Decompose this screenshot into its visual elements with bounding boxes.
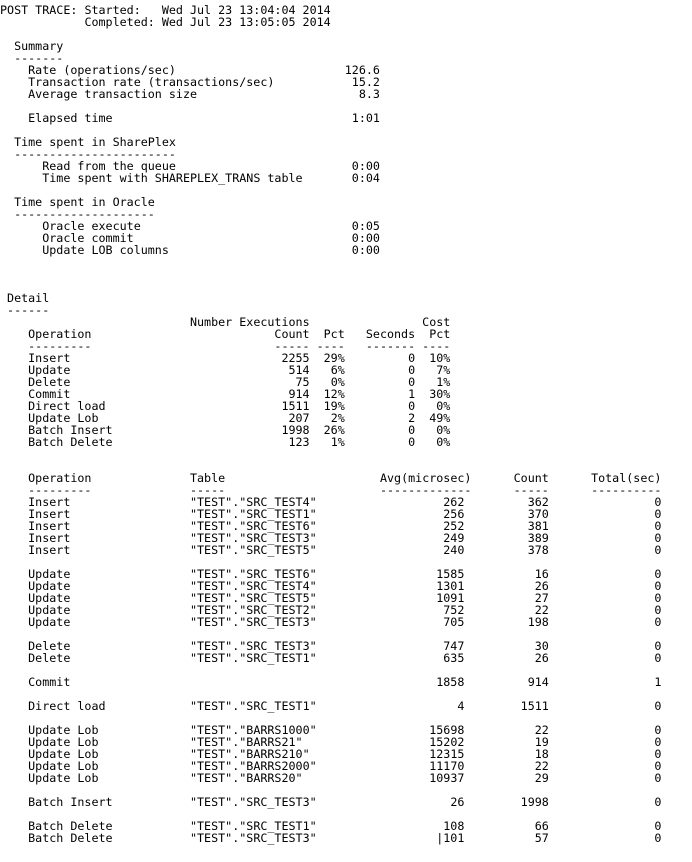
tbl-row-avg: 1301 — [436, 579, 465, 593]
tbl-row-total: 0 — [654, 831, 662, 845]
tbl-row-count: 1998 — [520, 795, 549, 809]
shareplex-heading: Time spent in SharePlex — [14, 135, 176, 149]
tbl-row-avg: 1858 — [436, 675, 465, 689]
ops-row-cost-pct: 0% — [436, 399, 451, 413]
tbl-row-table: "TEST"."BARRS2000" — [189, 759, 317, 773]
detail-underline-line — [0, 304, 692, 316]
tbl-row-avg: 249 — [443, 531, 465, 545]
tbl-row-operation: Update — [28, 579, 71, 593]
blank-line — [0, 268, 692, 280]
ops-row-operation: Direct load — [28, 399, 106, 413]
ops-row-pct: 1% — [330, 435, 345, 449]
tbl-row-total: 0 — [654, 723, 662, 737]
tbl-row-total: 0 — [654, 747, 662, 761]
ops-row-cost-pct: 30% — [429, 387, 451, 401]
tbl-row-total: 0 — [654, 819, 662, 833]
tables-table-row — [0, 568, 692, 580]
completed-timestamp: Wed Jul 23 13:05:05 2014 — [161, 15, 331, 29]
tbl-row-operation: Update — [28, 591, 71, 605]
tbl-row-operation: Insert — [28, 519, 71, 533]
ops-row-cost-pct: 1% — [436, 375, 451, 389]
oracle-heading: Time spent in Oracle — [14, 195, 155, 209]
tbl-row-operation: Insert — [28, 495, 71, 509]
tbl-row-table: "TEST"."SRC_TEST3" — [189, 795, 317, 809]
tbl-dash-avg: ------------- — [379, 483, 472, 497]
ops-row-cost-pct: 0% — [436, 423, 451, 437]
tbl-row-table: "TEST"."SRC_TEST3" — [189, 831, 317, 845]
ops-col-pct: Pct — [323, 327, 345, 341]
tbl-row-table: "TEST"."SRC_TEST1" — [189, 651, 317, 665]
elapsed-label: Elapsed time — [28, 111, 113, 125]
tbl-row-table: "TEST"."SRC_TEST5" — [189, 591, 317, 605]
ops-dash-count: ----- — [274, 339, 310, 353]
tbl-row-table: "TEST"."SRC_TEST4" — [189, 579, 317, 593]
shareplex-row-label: Read from the queue — [42, 159, 176, 173]
ops-row-operation: Update — [28, 363, 71, 377]
shareplex-row — [0, 172, 692, 184]
started-timestamp: Wed Jul 23 13:04:04 2014 — [161, 3, 331, 17]
tbl-row-total: 0 — [654, 579, 662, 593]
ops-col-count: Count — [274, 327, 310, 341]
blank-line — [0, 628, 692, 640]
tbl-row-table: "TEST"."SRC_TEST4" — [189, 495, 317, 509]
tbl-row-table: "TEST"."SRC_TEST1" — [189, 699, 317, 713]
tbl-row-operation: Commit — [28, 675, 71, 689]
tables-table-row — [0, 640, 692, 652]
shareplex-row-label: Time spent with SHAREPLEX_TRANS table — [42, 171, 303, 185]
tbl-row-avg: 1091 — [436, 591, 465, 605]
tables-table-row — [0, 532, 692, 544]
metric-value: 8.3 — [358, 87, 380, 101]
tbl-row-avg: 262 — [443, 495, 465, 509]
ops-row-count: 75 — [295, 375, 310, 389]
ops-row-cost-pct: 0% — [436, 435, 451, 449]
tbl-row-total: 0 — [654, 591, 662, 605]
tbl-row-count: 29 — [534, 771, 549, 785]
tbl-row-total: 1 — [654, 675, 662, 689]
tbl-row-operation: Direct load — [28, 699, 106, 713]
detail-heading: Detail — [7, 291, 50, 305]
tables-table-row — [0, 760, 692, 772]
ops-dash-cost-pct: ---- — [422, 339, 451, 353]
ops-col-operation: Operation — [28, 327, 92, 341]
tbl-row-count: 30 — [534, 639, 549, 653]
tables-table-row — [0, 592, 692, 604]
tbl-row-operation: Update — [28, 567, 71, 581]
tbl-dash-total: ---------- — [591, 483, 662, 497]
ops-table-row — [0, 400, 692, 412]
tbl-row-total: 0 — [654, 759, 662, 773]
ops-row-count: 207 — [288, 411, 310, 425]
ops-row-count: 123 — [288, 435, 310, 449]
summary-heading-line — [0, 40, 692, 52]
tbl-row-table: "TEST"."BARRS20" — [189, 771, 303, 785]
tables-table-row — [0, 700, 692, 712]
tbl-row-count: 27 — [534, 591, 549, 605]
tables-table-row — [0, 544, 692, 556]
ops-row-operation: Batch Delete — [28, 435, 113, 449]
ops-row-operation: Commit — [28, 387, 71, 401]
tbl-row-operation: Delete — [28, 639, 71, 653]
tbl-col-avg: Avg(microsec) — [379, 471, 472, 485]
tables-table-row — [0, 508, 692, 520]
ops-row-pct: 26% — [323, 423, 345, 437]
tbl-dash-table: ----- — [189, 483, 226, 497]
tbl-row-operation: Delete — [28, 651, 71, 665]
tbl-dash-operation: --------- — [28, 483, 92, 497]
tbl-row-count: 19 — [534, 735, 549, 749]
tbl-row-avg: 4 — [457, 699, 465, 713]
tbl-row-count: 57 — [534, 831, 549, 845]
oracle-row-value: 0:00 — [351, 231, 380, 245]
tbl-row-count: 381 — [527, 519, 549, 533]
blank-line — [0, 448, 692, 460]
tables-table-row — [0, 496, 692, 508]
blank-line — [0, 712, 692, 724]
tbl-row-avg: 10937 — [429, 771, 465, 785]
ops-row-seconds: 0 — [408, 435, 416, 449]
tbl-row-total: 0 — [654, 771, 662, 785]
tbl-row-total: 0 — [654, 603, 662, 617]
tbl-row-total: 0 — [654, 567, 662, 581]
tables-table-row — [0, 772, 692, 784]
tbl-col-operation: Operation — [28, 471, 92, 485]
oracle-row-value: 0:00 — [351, 243, 380, 257]
ops-table-row — [0, 436, 692, 448]
ops-row-seconds: 0 — [408, 399, 416, 413]
tbl-row-table: "TEST"."SRC_TEST3" — [189, 531, 317, 545]
ops-row-pct: 12% — [323, 387, 345, 401]
tables-table-row — [0, 616, 692, 628]
tbl-col-count: Count — [513, 471, 549, 485]
tbl-row-table: "TEST"."BARRS1000" — [189, 723, 317, 737]
elapsed-value: 1:01 — [351, 111, 380, 125]
tbl-row-count: 16 — [534, 567, 549, 581]
tbl-row-count: 22 — [534, 723, 549, 737]
ops-col-seconds: Seconds — [365, 327, 416, 341]
tbl-row-total: 0 — [654, 507, 662, 521]
oracle-row-label: Update LOB columns — [42, 243, 169, 257]
tables-table-row — [0, 724, 692, 736]
tables-table-rows — [0, 496, 692, 844]
tbl-row-count: 378 — [527, 543, 549, 557]
ops-row-count: 1998 — [281, 423, 310, 437]
tbl-row-total: 0 — [654, 543, 662, 557]
tbl-row-total: 0 — [654, 519, 662, 533]
tbl-row-table: "TEST"."SRC_TEST1" — [189, 819, 317, 833]
tbl-row-operation: Batch Delete — [28, 819, 113, 833]
ops-row-seconds: 1 — [408, 387, 416, 401]
ops-row-cost-pct: 49% — [429, 411, 451, 425]
tables-table-row — [0, 652, 692, 664]
oracle-row-label: Oracle execute — [42, 219, 141, 233]
shareplex-row-value: 0:04 — [351, 171, 380, 185]
ops-row-count: 1511 — [281, 399, 310, 413]
trace-title: POST TRACE: — [0, 3, 78, 17]
tbl-row-avg: 12315 — [429, 747, 465, 761]
tbl-row-avg: 1585 — [436, 567, 465, 581]
ops-row-pct: 19% — [323, 399, 345, 413]
tbl-row-count: 389 — [527, 531, 549, 545]
tbl-row-count: 370 — [527, 507, 549, 521]
tbl-row-operation: Update Lob — [28, 759, 99, 773]
tbl-row-table: "TEST"."SRC_TEST5" — [189, 543, 317, 557]
tbl-row-table: "TEST"."BARRS21" — [189, 735, 303, 749]
oracle-row-value: 0:05 — [351, 219, 380, 233]
tables-table-row — [0, 676, 692, 688]
tbl-col-table: Table — [189, 471, 226, 485]
blank-line — [0, 460, 692, 472]
metric-value: 15.2 — [351, 75, 380, 89]
tbl-row-count: 914 — [527, 675, 549, 689]
tbl-row-operation: Insert — [28, 531, 71, 545]
detail-heading-line — [0, 292, 692, 304]
tbl-row-total: 0 — [654, 639, 662, 653]
tables-table-row — [0, 520, 692, 532]
ops-row-cost-pct: 10% — [429, 351, 451, 365]
tbl-col-total: Total(sec) — [591, 471, 662, 485]
ops-row-count: 514 — [288, 363, 310, 377]
tbl-row-operation: Batch Insert — [28, 795, 113, 809]
tbl-row-total: 0 — [654, 615, 662, 629]
tbl-row-table: "TEST"."SRC_TEST1" — [189, 507, 317, 521]
tbl-row-operation: Insert — [28, 543, 71, 557]
ops-row-count: 914 — [288, 387, 310, 401]
ops-dash-operation: --------- — [28, 339, 92, 353]
tables-table-row — [0, 604, 692, 616]
completed-label: Completed: — [84, 15, 155, 29]
metric-value: 126.6 — [344, 63, 380, 77]
ops-header-cost: Cost — [422, 315, 451, 329]
ops-table-group-header — [0, 316, 692, 328]
oracle-underline: -------------------- — [14, 207, 155, 221]
tbl-row-table: "TEST"."SRC_TEST2" — [189, 603, 317, 617]
tbl-row-table: "TEST"."SRC_TEST3" — [189, 639, 317, 653]
tbl-row-table: "TEST"."BARRS210" — [189, 747, 310, 761]
tbl-row-total: 0 — [654, 699, 662, 713]
tbl-row-operation: Update Lob — [28, 723, 99, 737]
elapsed-time-row — [0, 112, 692, 124]
tables-table-row — [0, 832, 692, 844]
tbl-row-table: "TEST"."SRC_TEST3" — [189, 615, 317, 629]
ops-row-operation: Insert — [28, 351, 71, 365]
tbl-row-total: 0 — [654, 651, 662, 665]
trace-header-completed-line — [0, 16, 692, 28]
ops-row-operation: Update Lob — [28, 411, 99, 425]
ops-header-executions: Number Executions — [189, 315, 310, 329]
tbl-row-avg: 705 — [443, 615, 465, 629]
tbl-row-operation: Insert — [28, 507, 71, 521]
ops-row-count: 2255 — [281, 351, 310, 365]
metric-label: Rate (operations/sec) — [28, 63, 176, 77]
tbl-row-count: 198 — [527, 615, 549, 629]
tbl-row-avg: 752 — [443, 603, 465, 617]
ops-row-pct: 6% — [330, 363, 345, 377]
tbl-dash-count: ----- — [513, 483, 549, 497]
tbl-row-count: 66 — [534, 819, 549, 833]
ops-row-seconds: 2 — [408, 411, 416, 425]
tbl-row-total: 0 — [654, 495, 662, 509]
tbl-row-count: 26 — [534, 651, 549, 665]
blank-line — [0, 664, 692, 676]
summary-underline: ------- — [14, 51, 64, 65]
ops-row-operation: Delete — [28, 375, 71, 389]
oracle-row-label: Oracle commit — [42, 231, 134, 245]
tbl-row-avg: 256 — [443, 507, 465, 521]
summary-heading: Summary — [14, 39, 64, 53]
tbl-row-operation: Update Lob — [28, 771, 99, 785]
summary-metric-row — [0, 88, 692, 100]
ops-row-operation: Batch Insert — [28, 423, 113, 437]
ops-row-pct: 29% — [323, 351, 345, 365]
tbl-row-total: 0 — [654, 795, 662, 809]
metric-label: Average transaction size — [28, 87, 198, 101]
tbl-row-table: "TEST"."SRC_TEST6" — [189, 567, 317, 581]
tables-table-row — [0, 736, 692, 748]
ops-row-seconds: 0 — [408, 363, 416, 377]
metric-label: Transaction rate (transactions/sec) — [28, 75, 275, 89]
ops-col-cost-pct: Pct — [429, 327, 451, 341]
tbl-row-avg: 252 — [443, 519, 465, 533]
tbl-row-avg: 101 — [443, 831, 465, 845]
ops-row-seconds: 0 — [408, 375, 416, 389]
ops-table-row — [0, 352, 692, 364]
started-label: Started: — [84, 3, 141, 17]
tbl-row-total: 0 — [654, 735, 662, 749]
detail-underline: ------ — [7, 303, 50, 317]
ops-table-row — [0, 376, 692, 388]
ops-row-pct: 2% — [330, 411, 345, 425]
tbl-row-count: 1511 — [520, 699, 549, 713]
tables-table-row — [0, 580, 692, 592]
shareplex-row-value: 0:00 — [351, 159, 380, 173]
tbl-row-avg: 15202 — [429, 735, 465, 749]
ops-row-seconds: 0 — [408, 351, 416, 365]
shareplex-underline: ----------------------- — [14, 147, 176, 161]
tbl-row-avg: 747 — [443, 639, 465, 653]
blank-line — [0, 556, 692, 568]
ops-table-dashes — [0, 340, 692, 352]
tbl-row-avg: 108 — [443, 819, 465, 833]
tables-table-dashes — [0, 484, 692, 496]
tbl-row-avg: 26 — [450, 795, 465, 809]
tbl-row-avg: 635 — [443, 651, 465, 665]
blank-line — [0, 280, 692, 292]
ops-row-seconds: 0 — [408, 423, 416, 437]
tbl-row-count: 362 — [527, 495, 549, 509]
ops-table-column-header — [0, 328, 692, 340]
ops-dash-pct: ---- — [316, 339, 345, 353]
tbl-row-operation: Update — [28, 615, 71, 629]
oracle-row — [0, 244, 692, 256]
ops-table-rows — [0, 352, 692, 448]
tbl-row-operation: Update Lob — [28, 735, 99, 749]
tbl-row-operation: Update Lob — [28, 747, 99, 761]
tbl-row-avg: 240 — [443, 543, 465, 557]
ops-dash-seconds: ------- — [365, 339, 416, 353]
tbl-row-count: 18 — [534, 747, 549, 761]
tbl-row-avg: 15698 — [429, 723, 465, 737]
blank-line — [0, 256, 692, 268]
tbl-row-operation: Batch Delete — [28, 831, 113, 845]
blank-line — [0, 28, 692, 40]
ops-row-cost-pct: 7% — [436, 363, 451, 377]
tbl-row-total: 0 — [654, 531, 662, 545]
tbl-row-table: "TEST"."SRC_TEST6" — [189, 519, 317, 533]
tables-table-column-header — [0, 472, 692, 484]
tbl-row-count: 26 — [534, 579, 549, 593]
tbl-row-avg: 11170 — [429, 759, 465, 773]
text-cursor: | — [436, 831, 444, 845]
tbl-row-count: 22 — [534, 603, 549, 617]
tables-table-row — [0, 796, 692, 808]
tbl-row-count: 22 — [534, 759, 549, 773]
ops-table-row — [0, 364, 692, 376]
tables-table-row — [0, 748, 692, 760]
tbl-row-operation: Update — [28, 603, 71, 617]
ops-row-pct: 0% — [330, 375, 345, 389]
